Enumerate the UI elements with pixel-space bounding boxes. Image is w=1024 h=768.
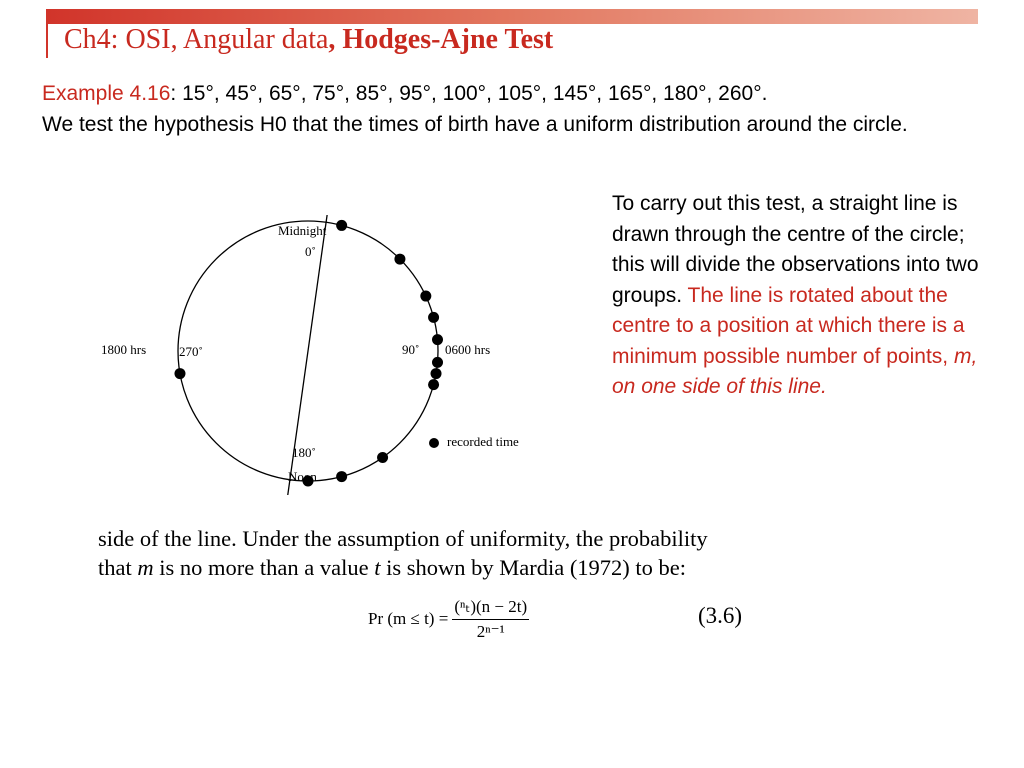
observation-point-95 [432, 357, 443, 368]
formula-lhs: Pr (m ≤ t) = [368, 609, 449, 628]
title-accent-bar [46, 9, 978, 24]
formula-3-6 [368, 592, 529, 646]
slide-title [64, 24, 553, 56]
label-180-degrees: 180˚ [292, 445, 316, 460]
observation-point-145 [377, 452, 388, 463]
var-m: m [137, 555, 154, 580]
explanation-red: The line is rotated about the centre to a position at which there is a minimum possible number of points, [612, 283, 965, 368]
probability-line-2b: is no more than a value [153, 555, 375, 580]
observation-point-165 [336, 471, 347, 482]
label-midnight: Midnight [278, 223, 327, 238]
observation-point-100 [431, 368, 442, 379]
label-90-degrees: 90˚ [402, 342, 420, 357]
explanation-black: To carry out this test, a straight line is drawn through the centre of the circle; this will divide the observations into two groups. [612, 192, 979, 307]
probability-line-2a: that [98, 555, 138, 580]
formula-fraction [452, 597, 529, 642]
explanation-red-italic: m, on one side of this line. [612, 344, 978, 398]
probability-text [98, 524, 858, 582]
title-bold: , Hodges-Ajne Test [328, 24, 554, 55]
label-270-degrees: 270˚ [179, 344, 203, 359]
equation-number: (3.6) [698, 603, 743, 628]
observation-point-260 [174, 368, 185, 379]
observation-point-15 [336, 220, 347, 231]
probability-line-1: side of the line. Under the assumption of uniformity, the probability [98, 526, 708, 551]
legend-marker [429, 438, 439, 448]
legend-label: recorded time [447, 434, 519, 449]
label-0600-hrs: 0600 hrs [445, 342, 491, 357]
explanation-text [612, 189, 992, 403]
observation-point-85 [432, 334, 443, 345]
observation-point-75 [428, 312, 439, 323]
hypothesis-text: We test the hypothesis H0 that the times of birth have a uniform distribution around the circle. [42, 113, 908, 136]
probability-line-2c: is shown by Mardia (1972) to be: [380, 555, 687, 580]
formula-numerator: (ⁿₜ)(n − 2t) [452, 597, 529, 620]
title-accent-rule [46, 24, 48, 58]
observation-point-65 [420, 291, 431, 302]
var-t: t [374, 555, 381, 580]
example-label: Example 4.16 [42, 82, 171, 105]
example-values: : 15°, 45°, 65°, 75°, 85°, 95°, 100°, 105°, 145°, 165°, 180°, 260°. [170, 82, 768, 105]
observation-point-105 [428, 379, 439, 390]
intro-paragraph [42, 78, 982, 140]
title-prefix: Ch4: OSI, Angular data [64, 24, 329, 55]
observation-point-45 [394, 254, 405, 265]
circular-diagram [90, 215, 550, 495]
label-1800-hrs: 1800 hrs [101, 342, 147, 357]
label-0-degrees: 0˚ [305, 244, 316, 259]
formula-denominator: 2ⁿ⁻¹ [476, 621, 505, 641]
label-noon: Noon [288, 469, 317, 484]
